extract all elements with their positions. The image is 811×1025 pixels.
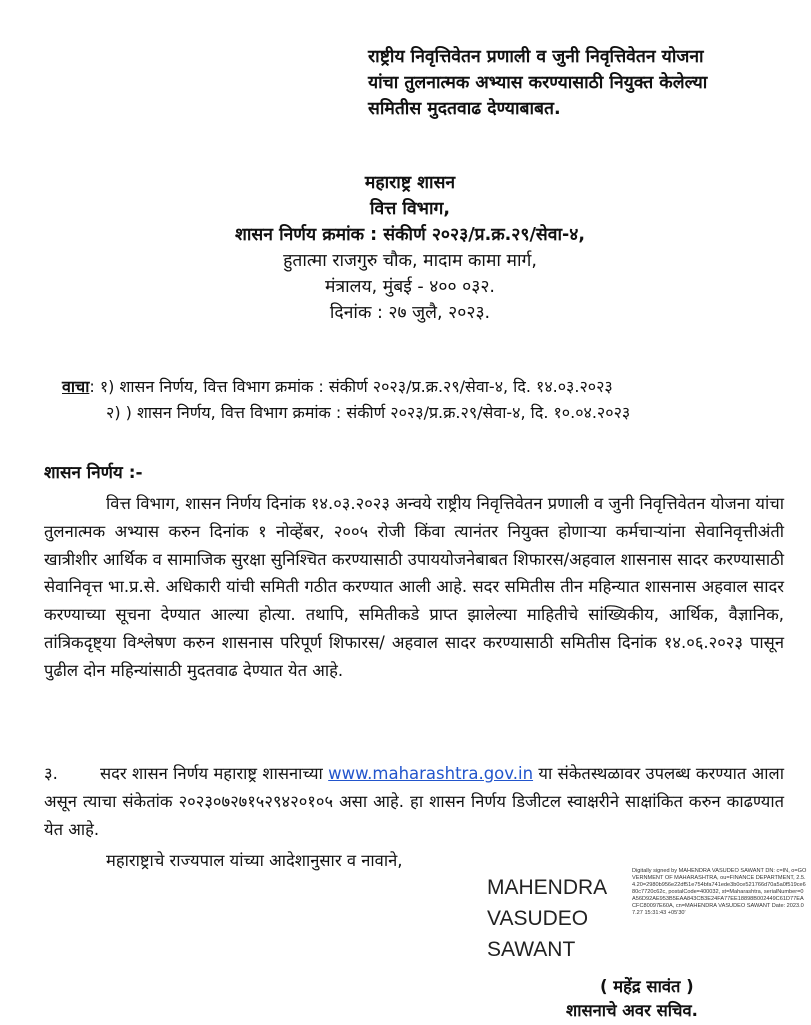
gr-number: शासन निर्णय क्रमांक : संकीर्ण २०२३/प्र.क्र.२९/सेवा-४, [235,225,585,245]
signer-name-line: MAHENDRA [487,876,608,899]
digital-signature-details: Digitally signed by MAHENDRA VASUDEO SAWANT DN: c=IN, o=GOVERNMENT OF MAHARASHTRA, ou=FINANCE DEPARTMENT, 2.5.4.20=2980b956e22df51e754bfa741ede3b0ce521766d70a5a0f519ce680c7720c62c, postalCode=400032, st=Maharashtra, serialNumber=0A56D92AE953B5EAA843CB3E24FA77EE18898B002449C61D77EACFC80097E60A, cn=MAHENDRA VASUDEO SAWANT Date: 2023.07.27 15:31:43 +05'30' [632,868,807,916]
decision-heading: शासन निर्णय :- [44,463,143,483]
signatory-name: ( महेंद्र सावंत ) [600,977,694,996]
reference-1-text: : १) शासन निर्णय, वित्त विभाग क्रमांक : संकीर्ण २०२३/प्र.क्र.२९/सेवा-४, दि. १४.०३.२०२३ [89,377,613,396]
subject-line: यांचा तुलनात्मक अभ्यास करण्यासाठी नियुक्त केलेल्या [368,73,708,93]
decision-paragraph-2 [44,760,784,843]
signer-name-line: VASUDEO [487,907,589,930]
decision-paragraph-1: वित्त विभाग, शासन निर्णय दिनांक १४.०३.२०२३ अन्वये राष्ट्रीय निवृत्तिवेतन प्रणाली व जुनी निवृत्तिवेतन योजना यांचा तुलनात्मक अभ्यास करुन दिनांक १ नोव्हेंबर, २००५ रोजी किंवा त्यानंतर नियुक्त होणाऱ्या कर्मचाऱ्यांना सेवानिवृत्तीअंती खात्रीशीर आर्थिक व सामाजिक सुरक्षा सुनिश्चित करण्यासाठी उपाययोजनेबाबत शिफारस/अहवाल शासनास सादर करण्यासाठी सेवानिवृत्त भा.प्र.से. अधिकारी यांची समिती गठीत करण्यात आली आहे. सदर समितीस तीन महिन्यात शासनास अहवाल सादर करण्याच्या सूचना देण्यात आल्या होत्या. तथापि, समितीकडे प्राप्त झालेल्या माहितीचे सांख्यिकीय, आर्थिक, वैज्ञानिक, तांत्रिकदृष्ट्या विश्लेषण करुन शासनास परिपूर्ण शिफारस/ अहवाल सादर करण्यासाठी समितीस दिनांक १४.०६.२०२३ पासून पुढील दोन महिन्यांसाठी मुदतवाढ देण्यात येत आहे. [44,494,784,680]
subject-line: राष्ट्रीय निवृत्तिवेतन प्रणाली व जुनी निवृत्तिवेतन योजना [368,47,704,67]
reference-1 [62,374,782,400]
subject-line: समितीस मुदतवाढ देण्याबाबत. [368,99,561,119]
closing-line: महाराष्ट्राचे राज्यपाल यांच्या आदेशानुसार व नावाने, [106,851,403,870]
paragraph-number: ३. [44,764,58,783]
references [62,374,782,426]
department-name: वित्त विभाग, [369,199,451,219]
paragraph-2-text-end: या संकेतस्थळावर उपलब्ध करण्यात आला असून त्याचा संकेतांक २०२३०७२७१५२९४२०१०५ असा आहे. हा शासन निर्णय डिजीटल स्वाक्षरीने साक्षांकित करुन काढण्यात येत आहे. [44,764,785,839]
address-line-2: मंत्रालय, मुंबई - ४०० ०३२. [324,277,495,297]
government-name: महाराष्ट्र शासन [364,173,456,193]
website-link[interactable]: www.maharashtra.gov.in [328,764,534,783]
subject [368,44,788,122]
reference-2: २) ) शासन निर्णय, वित्त विभाग क्रमांक : संकीर्ण २०२३/प्र.क्र.२९/सेवा-४, दि. १०.०४.२०२३ [106,403,631,422]
office-header [150,170,670,326]
issue-date: दिनांक : २७ जुलै, २०२३. [329,303,491,323]
references-label: वाचा [62,377,90,396]
signer-name-line: SAWANT [487,938,576,961]
digital-signer-name [487,872,607,965]
signatory-designation: शासनाचे अवर सचिव. [566,1001,698,1020]
address-line-1: हुतात्मा राजगुरु चौक, मादाम कामा मार्ग, [283,251,537,271]
paragraph-2-text-start: सदर शासन निर्णय महाराष्ट्र शासनाच्या [100,764,323,783]
